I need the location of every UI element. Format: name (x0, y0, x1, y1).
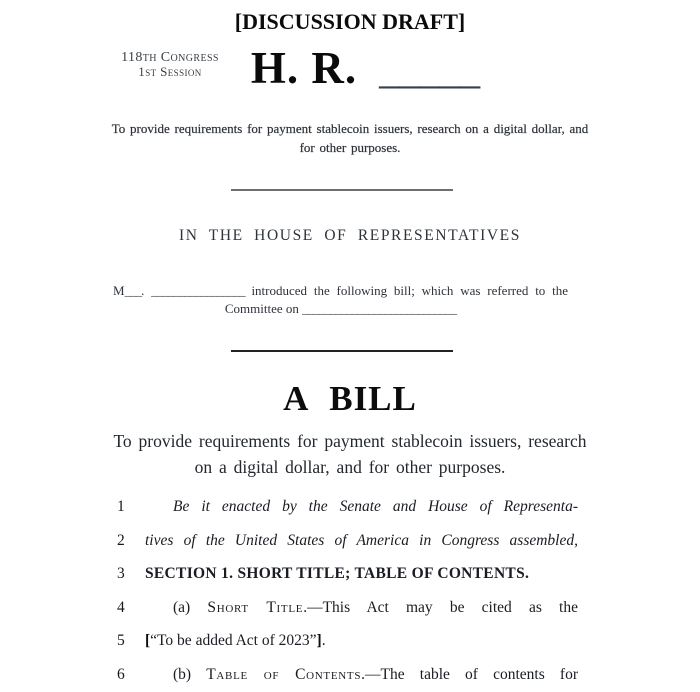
sentence-period: . (321, 632, 326, 650)
short-title-smallcaps: Short Title (207, 598, 304, 616)
act-name-placeholder (145, 624, 578, 658)
bill-line-2 (117, 524, 578, 558)
line-number: 5 (117, 632, 125, 650)
short-title-clause (145, 591, 578, 625)
a-bill-heading: A BILL (283, 379, 417, 418)
enacting-clause-part-1: Be it enacted by the Senate and House of Representa- (173, 498, 578, 515)
bill-line-1 (117, 490, 578, 524)
long-title-top: To provide requirements for payment stablecoin issuers, research on a digital dollar, and for other purposes. (111, 121, 589, 155)
line-number: 6 (117, 665, 125, 683)
table-of-contents-clause (145, 658, 578, 692)
close-bracket: ] (316, 632, 322, 650)
introduction-line-1 (113, 283, 568, 299)
bill-designation (0, 42, 700, 94)
line-number: 4 (117, 598, 125, 616)
table-of-contents-smallcaps: Table of Contents (206, 665, 362, 683)
bill-type: H. R. (250, 43, 358, 93)
sponsor-dot: . (141, 283, 145, 298)
enacting-clause-part-2: tives of the United States of America in Congress assembled, (145, 531, 578, 549)
bill-line-3 (117, 557, 578, 591)
line-number: 1 (117, 498, 125, 515)
table-of-contents-text: .—The table of contents for (361, 665, 578, 683)
long-title-main: To provide requirements for payment stablecoin issuers, research on a digital dollar, and for other purposes. (113, 431, 587, 477)
introduction-line-2 (113, 301, 568, 317)
short-title-text: .—This Act may be cited as the (303, 598, 578, 616)
horizontal-rule-bottom (231, 350, 453, 352)
session-number: 1st Session (138, 64, 202, 79)
bill-body (117, 490, 578, 692)
section-1-heading: SECTION 1. SHORT TITLE; TABLE OF CONTENTS. (145, 565, 530, 583)
introduction-text: introduced the following bill; which was referred to the (251, 283, 568, 298)
committee-name-blank: ____________________________ (302, 301, 457, 316)
line-number: 2 (117, 531, 125, 549)
chamber-heading: IN THE HOUSE OF REPRESENTATIVES (179, 227, 521, 244)
congress-number: 118th Congress (121, 50, 219, 65)
committee-label: Committee on (224, 301, 299, 316)
horizontal-rule-top (231, 189, 453, 191)
subsection-a-label: (a) (173, 598, 208, 616)
sponsor-name-blank: _________________ (151, 283, 245, 298)
bill-line-5 (117, 624, 578, 658)
subsection-b-label: (b) (173, 665, 207, 683)
sponsor-prefix: M (113, 283, 125, 298)
sponsor-title-blank: ___ (124, 283, 142, 298)
bill-line-6 (117, 658, 578, 692)
bill-number-blank: _____ (379, 47, 480, 93)
bill-line-4 (117, 591, 578, 625)
quoted-act-name: “To be added Act of 2023” (150, 632, 317, 650)
discussion-draft-banner: [DISCUSSION DRAFT] (234, 9, 466, 34)
open-bracket: [ (145, 632, 151, 650)
line-number: 3 (117, 565, 125, 583)
